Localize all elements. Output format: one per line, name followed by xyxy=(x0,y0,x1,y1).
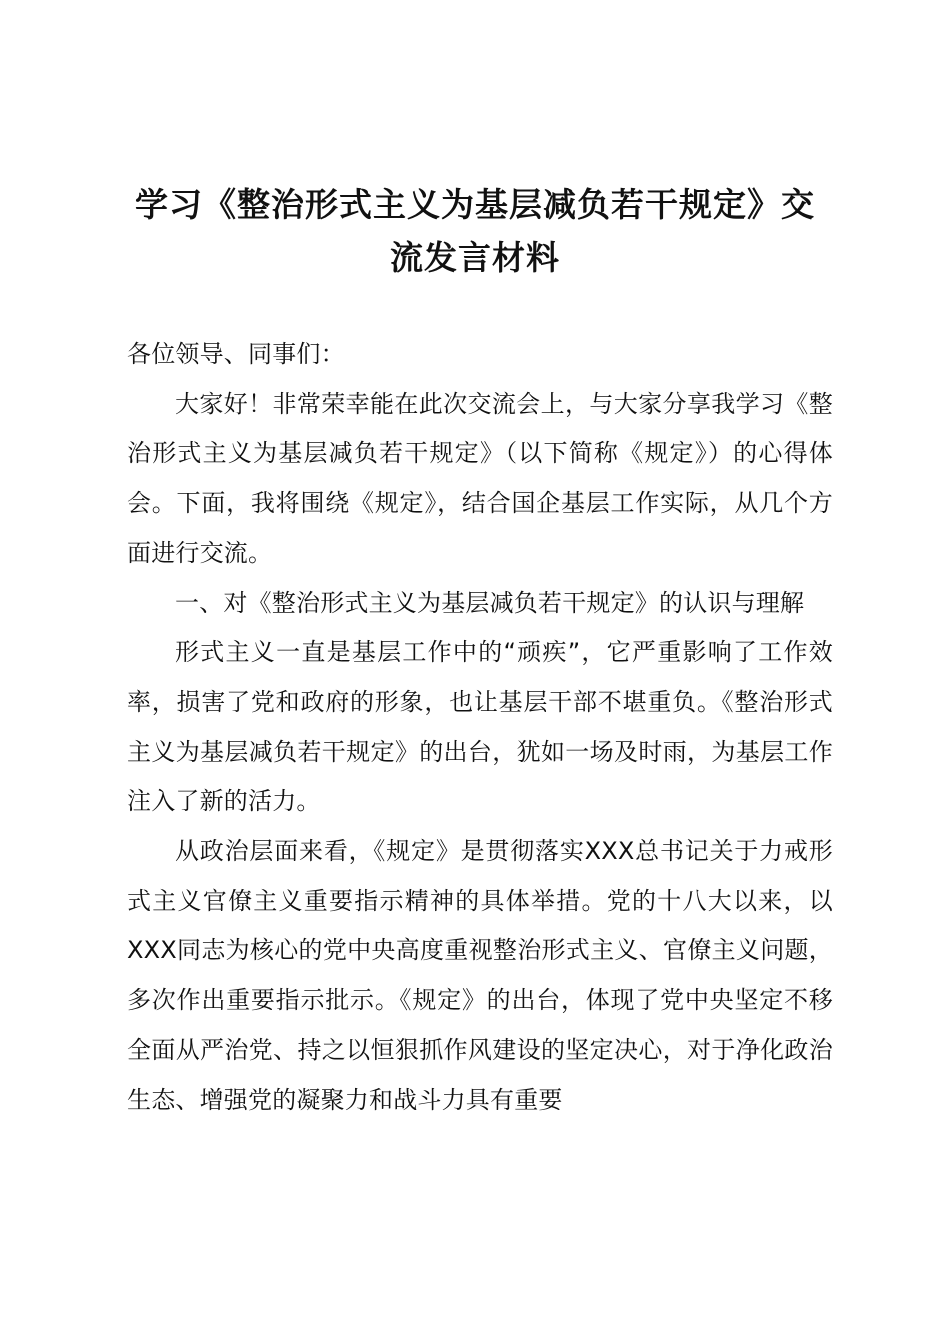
document-title: 学习《整治形式主义为基层减负若干规定》交流发言材料 xyxy=(135,185,815,277)
salutation: 各位领导、同事们： xyxy=(127,340,345,368)
document-body xyxy=(127,330,833,1125)
paragraph-formalism: 形式主义一直是基层工作中的“顽疾”，它严重影响了工作效率，损害了党和政府的形象，也让基层干部不堪重负。《整治形式主义为基层减负若干规定》的出台，犹如一场及时雨，为基层工作注入了新的活力。 xyxy=(127,638,833,816)
paragraph-greeting: 大家好！非常荣幸能在此次交流会上，与大家分享我学习《整治形式主义为基层减负若干规定》（以下简称《规定》）的心得体会。下面，我将围绕《规定》，结合国企基层工作实际，从几个方面进行交流。 xyxy=(127,389,833,567)
paragraph-political: 从政治层面来看，《规定》是贯彻落实XXX总书记关于力戒形式主义官僚主义重要指示精神的具体举措。党的十八大以来，以XXX同志为核心的党中央高度重视整治形式主义、官僚主义问题，多次作出重要指示批示。《规定》的出台，体现了党中央坚定不移全面从严治党、持之以恒狠抓作风建设的坚定决心，对于净化政治生态、增强党的凝聚力和战斗力具有重要 xyxy=(127,837,833,1114)
section-heading-1: 一、对《整治形式主义为基层减负若干规定》的认识与理解 xyxy=(175,588,805,617)
